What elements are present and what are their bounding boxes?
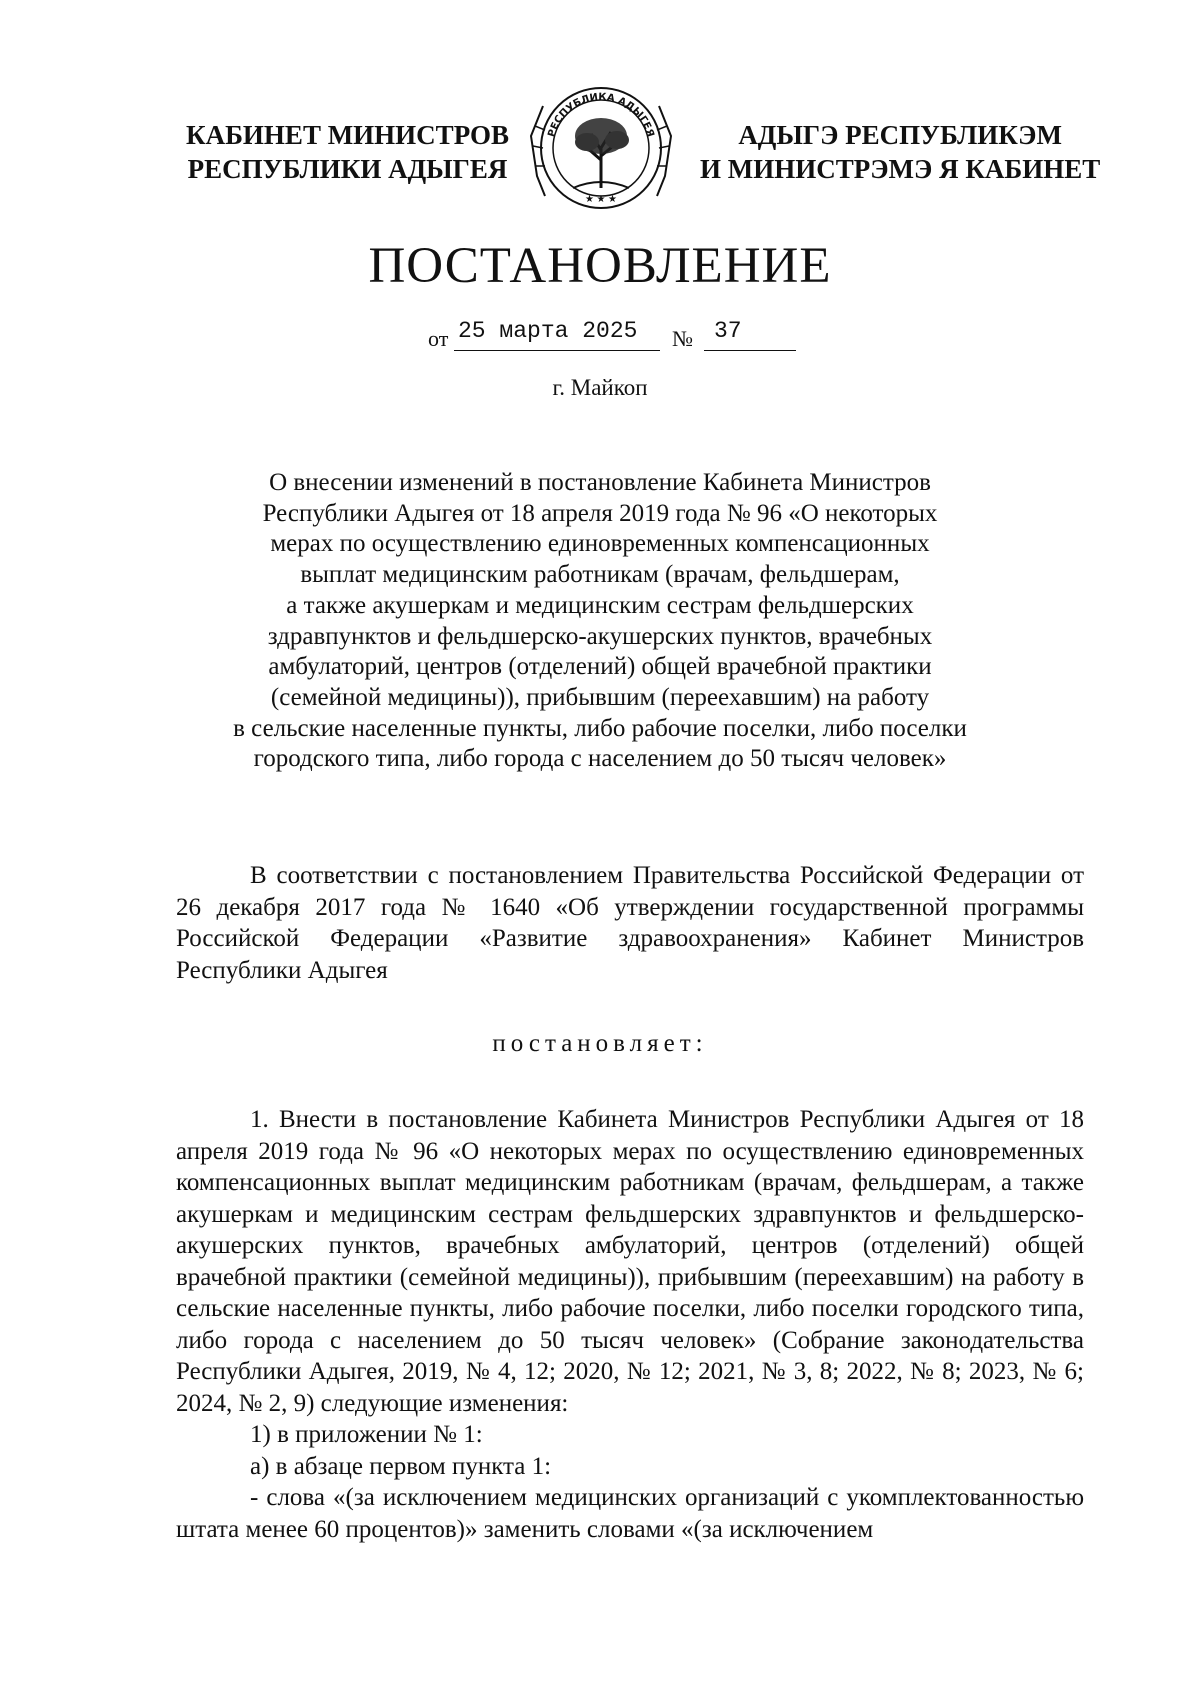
subitem-dash: - слова «(за исключением медицинских организаций с укомплектованностью штата менее 60 процентов)» заменить словами «(за исключением xyxy=(176,1484,1084,1543)
date-number-line xyxy=(428,318,828,358)
title-line: а также акушеркам и медицинским сестрам фельдшерских xyxy=(286,591,914,619)
title-line: выплат медицинским работникам (врачам, фельдшерам, xyxy=(300,561,900,589)
svg-text:РЕСПУБЛИКА АДЫГЕЯ: РЕСПУБЛИКА АДЫГЕЯ xyxy=(546,91,656,139)
document-title xyxy=(150,468,1050,775)
title-line: О внесении изменений в постановление Кабинета Министров xyxy=(269,469,931,496)
number-value: 37 xyxy=(714,318,742,344)
preamble-paragraph: В соответствии с постановлением Правительства Российской Федерации от 26 декабря 2017 года № 1640 «Об утверждении государственной программы Российской Федерации «Развитие здравоохранения» Кабинет Министров Республики Адыгея xyxy=(176,862,1084,984)
subitem-a: а) в абзаце первом пункта 1: xyxy=(250,1452,552,1480)
title-line: амбулаторий, центров (отделений) общей врачебной практики xyxy=(268,653,932,681)
resolves-heading: постановляет: xyxy=(492,1030,708,1057)
issuer-line-1-adyghe: АДЫГЭ РЕСПУБЛИКЭМ xyxy=(738,120,1062,150)
resolution-body xyxy=(176,1104,1084,1545)
city-name: г. Майкоп xyxy=(552,375,648,400)
issuer-line-1: КАБИНЕТ МИНИСТРОВ xyxy=(186,120,510,150)
title-line: городского типа, либо города с населением до 50 тысяч человек» xyxy=(253,745,947,773)
issuer-name-russian xyxy=(186,118,509,186)
title-line: в сельские населенные пункты, либо рабочие поселки, либо поселки xyxy=(233,714,967,742)
date-value: 25 марта 2025 xyxy=(458,318,638,344)
svg-text:★ ★ ★: ★ ★ ★ xyxy=(585,194,617,205)
document-type: ПОСТАНОВЛЕНИЕ xyxy=(368,238,832,294)
date-label: от xyxy=(428,326,449,351)
date-underline xyxy=(454,350,660,351)
coat-of-arms-emblem xyxy=(523,76,679,220)
item-1-paragraph: 1. Внести в постановление Кабинета Министров Республики Адыгея от 18 апреля 2019 года № 96 «О некоторых мерах по осуществлению единовременных компенсационных выплат медицинским работникам (врачам, фельдшерам, а также акушеркам и медицинским сестрам фельдшерских здравпунктов и фельдшерско-акушерских пунктов, врачебных амбулаторий, центров (отделений) общей врачебной практики (семейной медицины)), прибывшим (переехавшим) на работу в сельские населенные пункты, либо рабочие поселки, либо поселки городского типа, либо города с населением до 50 тысяч человек» (Собрание законодательства Республики Адыгея, 2019, № 4, 12; 2020, № 12; 2021, № 3, 8; 2022, № 8; 2023, № 6; 2024, № 2, 9) следующие изменения: xyxy=(176,1106,1084,1417)
title-line: здравпунктов и фельдшерско-акушерских пунктов, врачебных xyxy=(267,622,933,650)
number-underline xyxy=(704,350,796,351)
issuer-name-adyghe xyxy=(700,118,1100,186)
subitem-1: 1) в приложении № 1: xyxy=(250,1421,483,1448)
title-line: Республики Адыгея от 18 апреля 2019 года № 96 «О некоторых xyxy=(262,499,938,527)
title-line: мерах по осуществлению единовременных компенсационных xyxy=(270,530,930,558)
issuer-line-2: РЕСПУБЛИКИ АДЫГЕЯ xyxy=(187,154,508,184)
issuer-line-2-adyghe: И МИНИСТРЭМЭ Я КАБИНЕТ xyxy=(700,154,1101,184)
title-line: (семейной медицины)), прибывшим (переехавшим) на работу xyxy=(270,683,930,711)
number-label: № xyxy=(672,326,693,351)
